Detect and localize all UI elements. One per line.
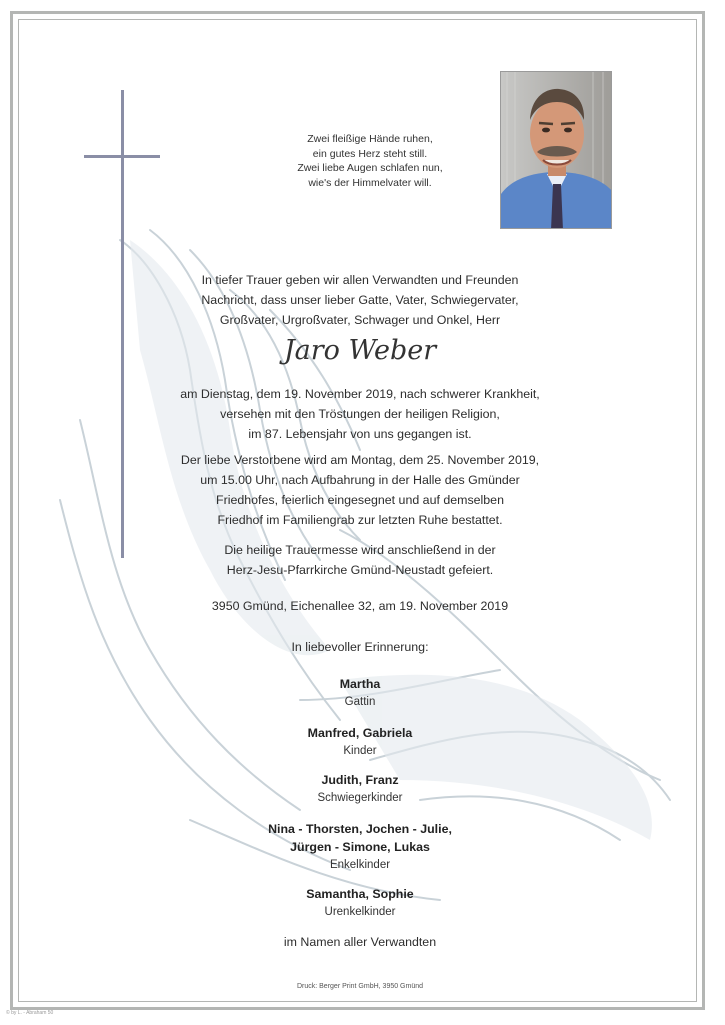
family-group-grandchildren — [140, 820, 580, 874]
poem-line: wie's der Himmelvater will. — [308, 176, 432, 189]
family-group-great-grandchildren — [140, 885, 580, 921]
family-relation: Kinder — [343, 745, 377, 757]
family-names: Jürgen - Simone, Lukas — [290, 840, 430, 854]
maker-mark: © by L. - Abraham 50 — [6, 1010, 54, 1016]
family-names: Judith, Franz — [321, 773, 399, 787]
closing-text: im Namen aller Verwandten — [283, 935, 437, 949]
announcement — [140, 270, 580, 330]
death-notice-line: versehen mit den Tröstungen der heiligen Religion, — [220, 407, 500, 421]
closing — [140, 932, 580, 952]
family-relation: Enkelkinder — [329, 859, 391, 871]
poem-line: ein gutes Herz steht still. — [312, 147, 428, 160]
place-date — [140, 596, 580, 616]
family-names: Nina - Thorsten, Jochen - Julie, — [268, 822, 452, 836]
death-notice — [140, 384, 580, 444]
poem — [270, 132, 470, 190]
funeral-line: Der liebe Verstorbene wird am Montag, dem 25. November 2019, — [180, 453, 540, 467]
death-notice-line: am Dienstag, dem 19. November 2019, nach schwerer Krankheit, — [180, 387, 540, 401]
mass-line: Herz-Jesu-Pfarrkirche Gmünd-Neustadt gefeiert. — [226, 563, 494, 577]
family-names: Manfred, Gabriela — [307, 726, 413, 740]
announcement-line: In tiefer Trauer geben wir allen Verwandten und Freunden — [201, 273, 519, 287]
family-group-spouse — [140, 675, 580, 711]
poem-line: Zwei liebe Augen schlafen nun, — [297, 162, 443, 174]
deceased-name: Jaro Weber — [283, 335, 437, 366]
funeral-line: Friedhofes, feierlich eingesegnet und auf demselben — [216, 493, 504, 507]
place-date-text: 3950 Gmünd, Eichenallee 32, am 19. November 2019 — [211, 599, 509, 613]
funeral-info — [140, 450, 580, 530]
funeral-line: um 15.00 Uhr, nach Aufbahrung in der Halle des Gmünder — [200, 473, 520, 487]
portrait-photo — [500, 71, 612, 229]
printer-credit: Druck: Berger Print GmbH, 3950 Gmünd — [296, 983, 424, 990]
mass-line: Die heilige Trauermesse wird anschließend in der — [224, 543, 496, 557]
family-group-children-in-law — [140, 771, 580, 807]
cross-icon — [121, 90, 124, 558]
death-notice-line: im 87. Lebensjahr von uns gegangen ist. — [248, 427, 472, 441]
family-relation: Gattin — [344, 696, 376, 708]
poem-line: Zwei fleißige Hände ruhen, — [307, 133, 433, 145]
mass-info — [140, 540, 580, 580]
cross-icon-crossbar — [84, 155, 160, 158]
announcement-line: Großvater, Urgroßvater, Schwager und Onkel, Herr — [219, 313, 501, 327]
funeral-line: Friedhof im Familiengrab zur letzten Ruhe bestattet. — [217, 513, 503, 527]
family-names: Martha — [339, 677, 381, 691]
family-relation: Schwiegerkinder — [317, 792, 403, 804]
family-group-children — [140, 724, 580, 760]
announcement-line: Nachricht, dass unser lieber Gatte, Vater, Schwiegervater, — [201, 293, 519, 307]
memory-heading-text: In liebevoller Erinnerung: — [291, 640, 429, 654]
memory-heading — [140, 637, 580, 657]
family-relation: Urenkelkinder — [324, 906, 396, 918]
family-names: Samantha, Sophie — [306, 887, 414, 901]
